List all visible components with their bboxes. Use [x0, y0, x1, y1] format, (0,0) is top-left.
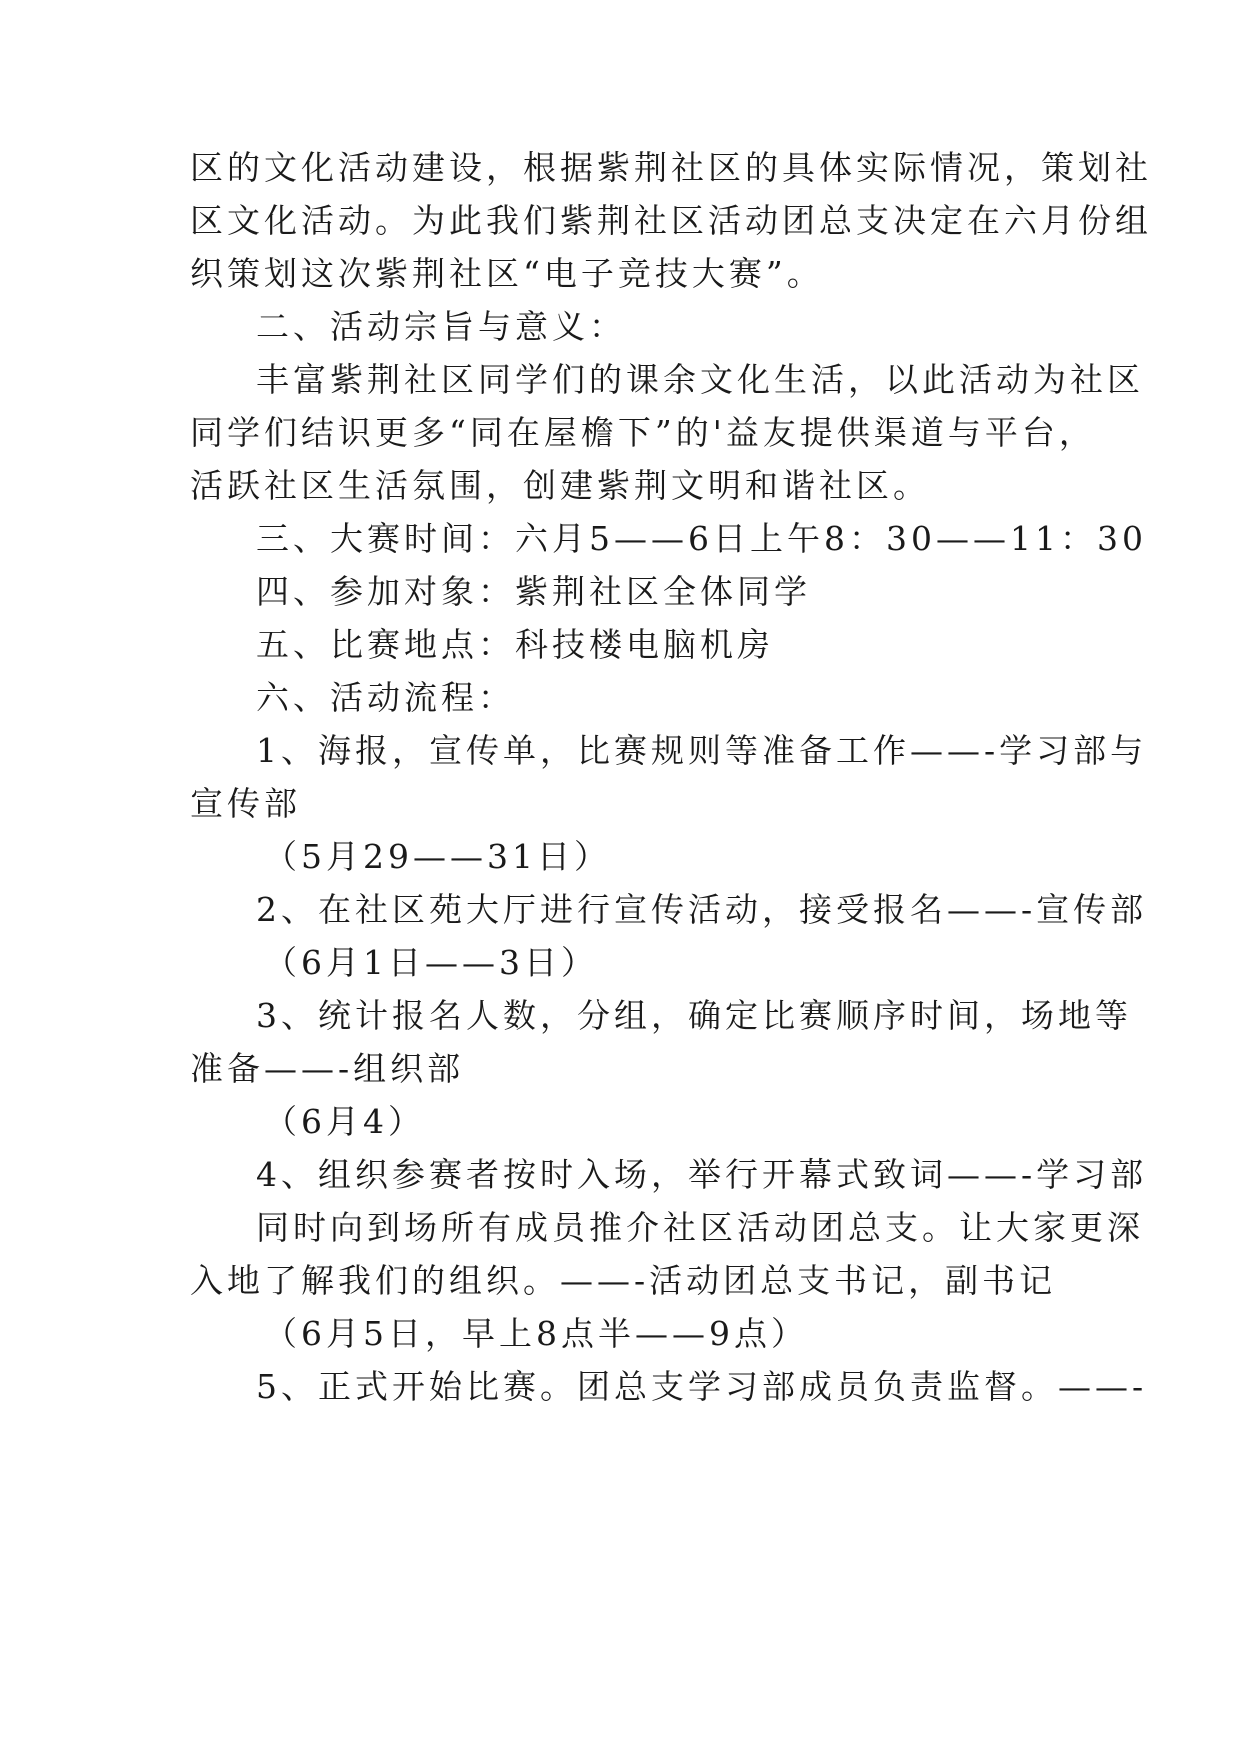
section-heading: 三、大赛时间：六月5——6日上午8：30——11：30	[256, 519, 1147, 558]
date-note: （6月4）	[264, 1102, 425, 1141]
list-item-line: 1、海报，宣传单，比赛规则等准备工作——-学习部与	[256, 731, 1148, 770]
list-item-line: 5、正式开始比赛。团总支学习部成员负责监督。——-	[256, 1367, 1148, 1406]
paragraph-line: 区文化活动。为此我们紫荆社区活动团总支决定在六月份组	[190, 201, 1152, 240]
section-heading: 六、活动流程：	[256, 678, 515, 717]
paragraph-line: 织策划这次紫荆社区“电子竞技大赛”。	[190, 254, 824, 293]
date-note: （5月29——31日）	[264, 837, 611, 876]
list-item-line: 3、统计报名人数，分组，确定比赛顺序时间，场地等	[256, 996, 1132, 1035]
date-note: （6月1日——3日）	[264, 943, 598, 982]
section-heading: 二、活动宗旨与意义：	[256, 307, 626, 346]
section-heading: 五、比赛地点：科技楼电脑机房	[256, 625, 774, 664]
list-item-line: 准备——-组织部	[190, 1049, 465, 1088]
date-note: （6月5日，早上8点半——9点）	[264, 1314, 808, 1353]
section-heading: 四、参加对象：紫荆社区全体同学	[256, 572, 811, 611]
paragraph-line: 区的文化活动建设，根据紫荆社区的具体实际情况，策划社	[190, 148, 1152, 187]
list-item-line: 入地了解我们的组织。——-活动团总支书记，副书记	[190, 1261, 1057, 1300]
list-item-line: 同时向到场所有成员推介社区活动团总支。让大家更深	[256, 1208, 1144, 1247]
list-item-line: 4、组织参赛者按时入场，举行开幕式致词——-学习部	[256, 1155, 1148, 1194]
list-item-line: 2、在社区苑大厅进行宣传活动，接受报名——-宣传部	[256, 890, 1148, 929]
list-item-line: 宣传部	[190, 784, 301, 823]
paragraph-line: 活跃社区生活氛围，创建紫荆文明和谐社区。	[190, 466, 930, 505]
paragraph-line: 同学们结识更多“同在屋檐下”的'益友提供渠道与平台，	[190, 413, 1096, 452]
paragraph-line: 丰富紫荆社区同学们的课余文化生活，以此活动为社区	[256, 360, 1144, 399]
